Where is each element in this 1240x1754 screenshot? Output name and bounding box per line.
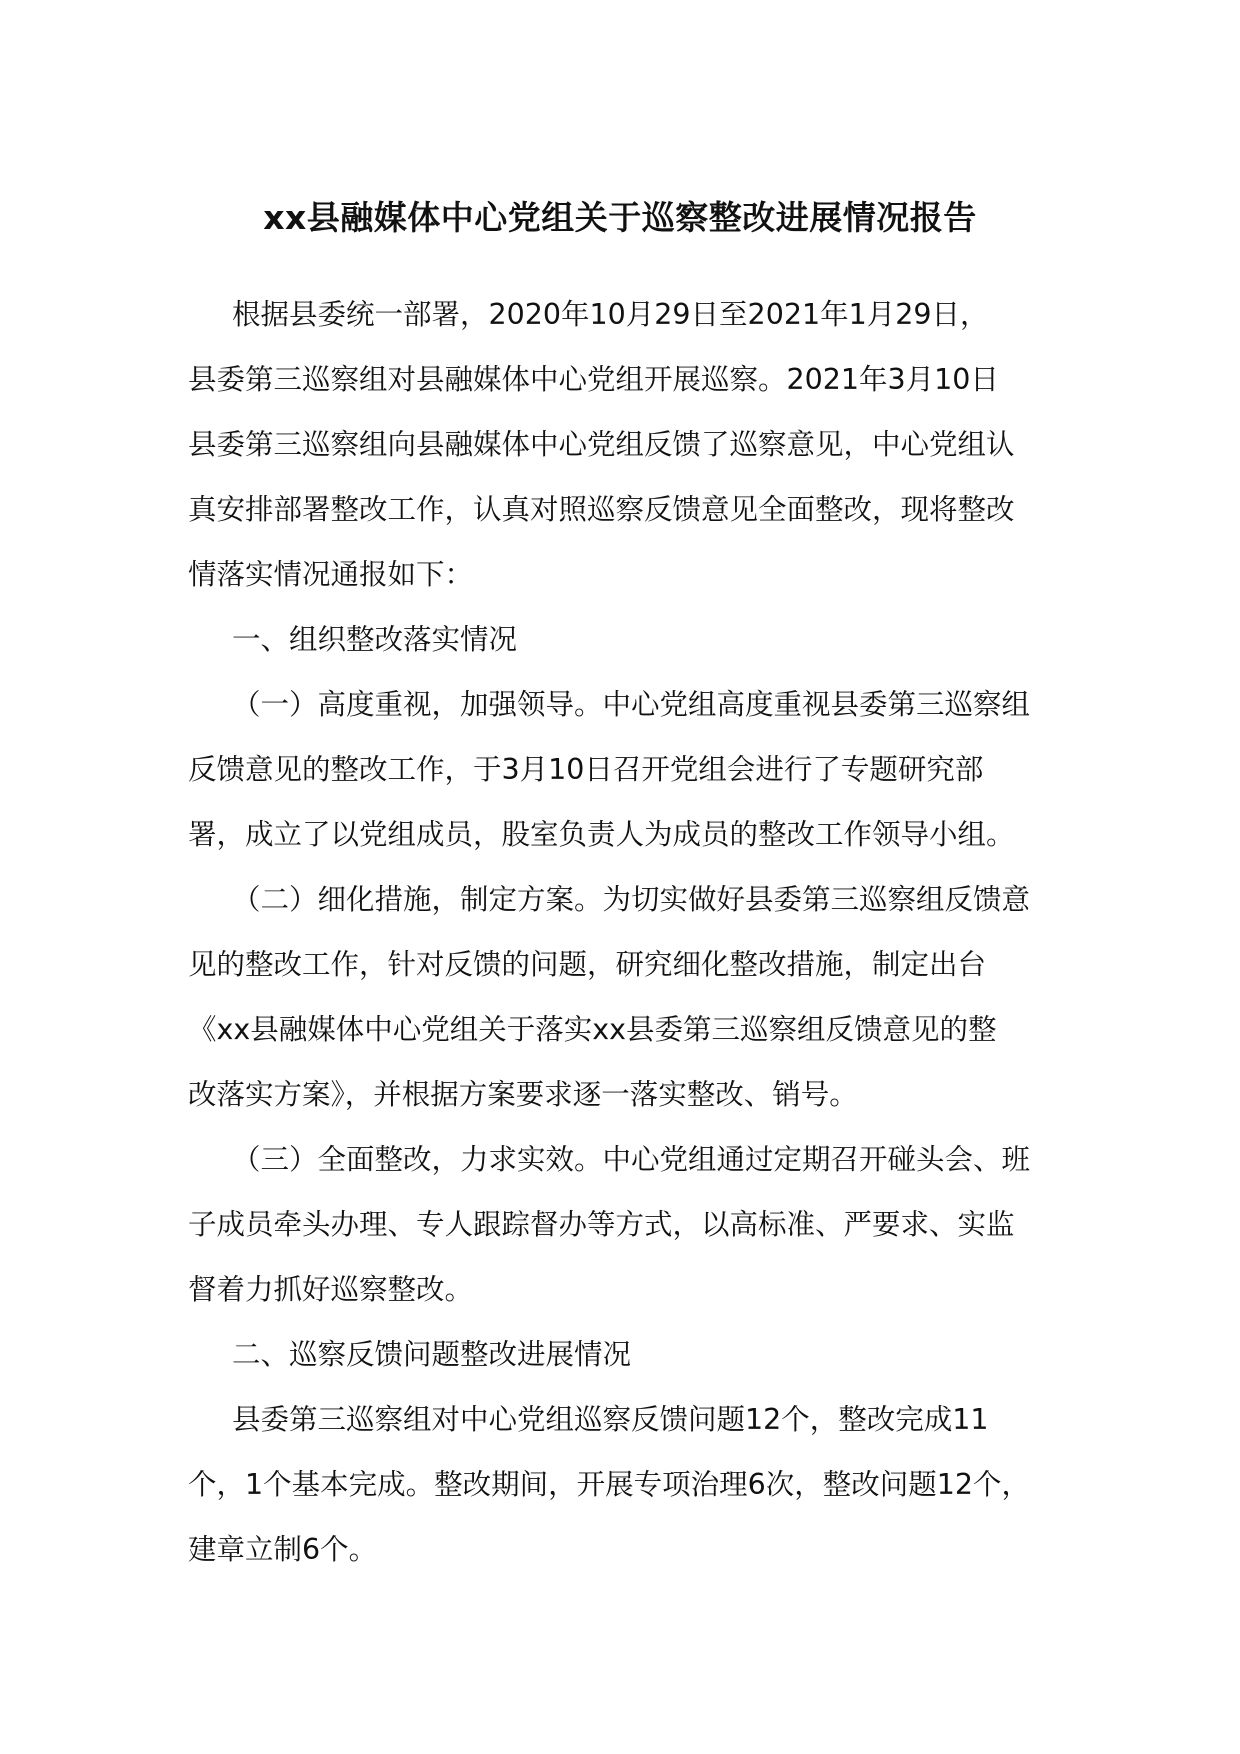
text-line: 一、组织整改落实情况 xyxy=(232,623,518,656)
text-line: 二、巡察反馈问题整改进展情况 xyxy=(232,1338,632,1371)
text-line: 子成员牵头办理、专人跟踪督办等方式，以高标准、严要求、实监 xyxy=(188,1208,1015,1241)
text-line: 见的整改工作，针对反馈的问题，研究细化整改措施，制定出台 xyxy=(188,948,987,981)
text-line: 根据县委统一部署，2020年10月29日至2021年1月29日， xyxy=(232,298,989,331)
text-line: （二）细化措施，制定方案。为切实做好县委第三巡察组反馈意 xyxy=(232,883,1031,916)
text-line: 督着力抓好巡察整改。 xyxy=(188,1273,474,1306)
text-line: （一）高度重视，加强领导。中心党组高度重视县委第三巡察组 xyxy=(232,688,1031,721)
text-line: 署，成立了以党组成员，股室负责人为成员的整改工作领导小组。 xyxy=(188,818,1015,851)
document-body xyxy=(188,282,1078,1582)
text-line: 反馈意见的整改工作，于3月10日召开党组会进行了专题研究部 xyxy=(188,753,984,786)
text-line: 县委第三巡察组对县融媒体中心党组开展巡察。2021年3月10日 xyxy=(188,363,999,396)
text-line: 县委第三巡察组向县融媒体中心党组反馈了巡察意见，中心党组认 xyxy=(188,428,1015,461)
text-line: 改落实方案》，并根据方案要求逐一落实整改、销号。 xyxy=(188,1078,858,1111)
text-line: （三）全面整改，力求实效。中心党组通过定期召开碰头会、班 xyxy=(232,1143,1031,1176)
text-line: 情落实情况通报如下： xyxy=(188,558,474,591)
text-line: 县委第三巡察组对中心党组巡察反馈问题12个，整改完成11 xyxy=(232,1403,989,1436)
text-line: 真安排部署整改工作，认真对照巡察反馈意见全面整改，现将整改 xyxy=(188,493,1015,526)
document-title: xx县融媒体中心党组关于巡察整改进展情况报告 xyxy=(263,198,977,237)
text-line: 个，1个基本完成。整改期间，开展专项治理6次，整改问题12个， xyxy=(188,1468,1031,1501)
text-line: 建章立制6个。 xyxy=(188,1533,378,1566)
text-line: 《xx县融媒体中心党组关于落实xx县委第三巡察组反馈意见的整 xyxy=(188,1013,997,1046)
